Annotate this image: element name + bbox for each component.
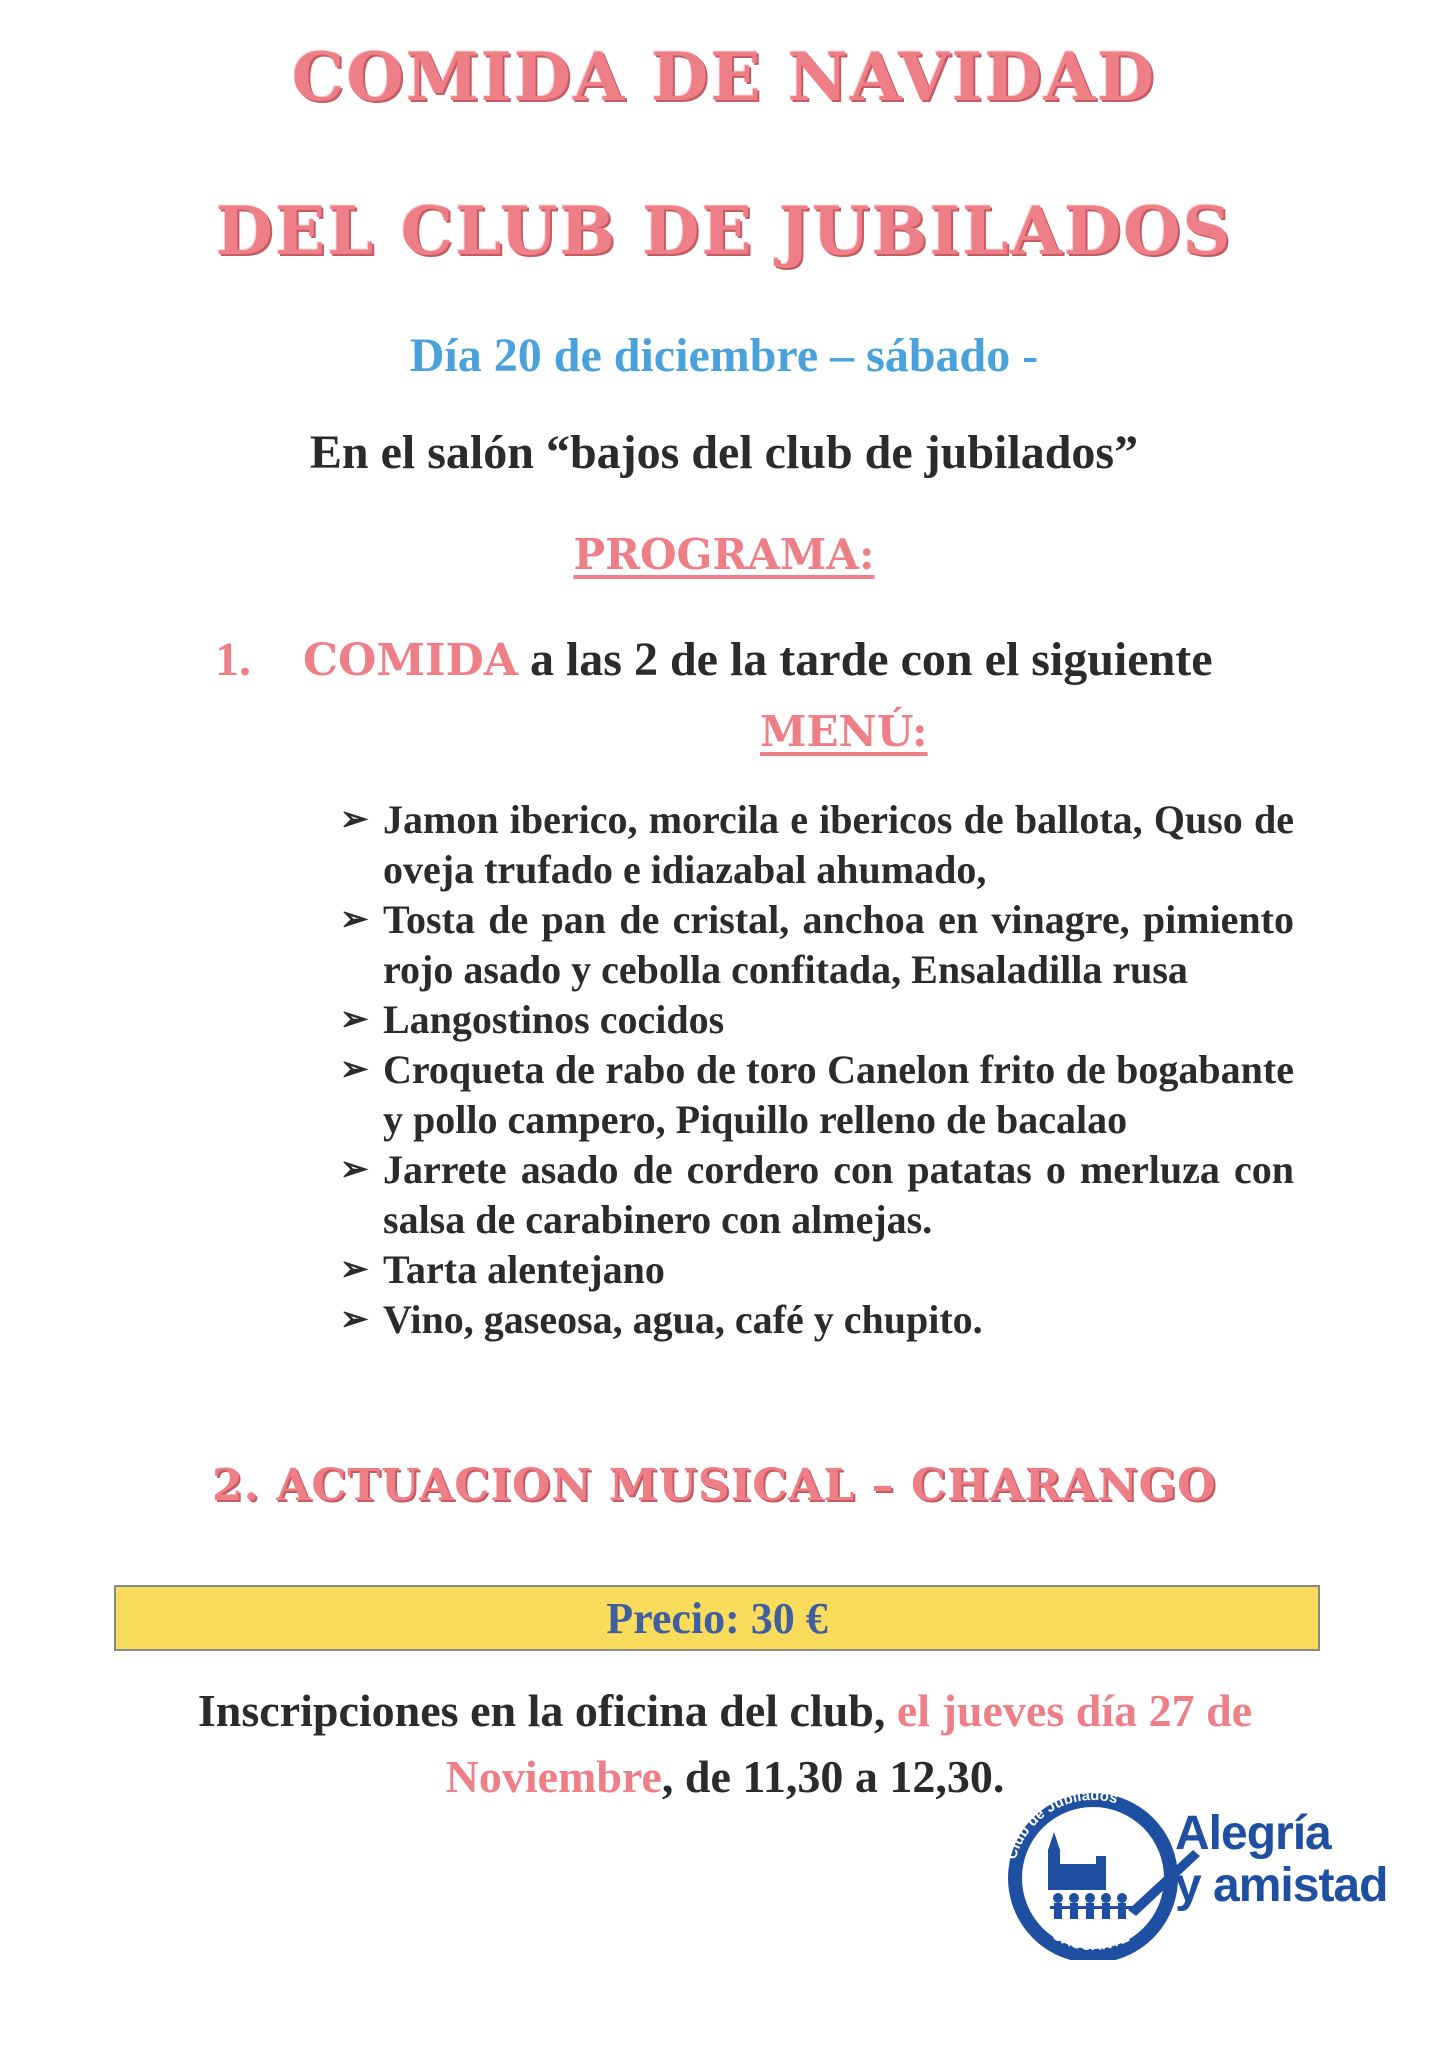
menu-item-text: Tarta alentejano xyxy=(383,1247,665,1292)
menu-item xyxy=(340,995,1294,1045)
program-item-1-number: 1. xyxy=(215,633,251,686)
arrow-bullet-icon: ➢ xyxy=(340,1151,369,1188)
program-item-2: 2. ACTUACION MUSICAL – CHARANGO xyxy=(212,1460,1217,1511)
price-box xyxy=(114,1585,1320,1651)
price-text: Precio: 30 € xyxy=(606,1593,828,1643)
arrow-bullet-icon: ➢ xyxy=(340,801,369,838)
program-item-1-text: a las 2 de la tarde con el siguiente xyxy=(529,633,1213,686)
menu-item-text: Vino, gaseosa, agua, café y chupito. xyxy=(383,1297,983,1342)
event-venue: En el salón “bajos del club de jubilados” xyxy=(309,426,1139,479)
menu-list xyxy=(340,795,1294,1345)
registration-text-1: Inscripciones en la oficina del club, xyxy=(197,1685,886,1736)
arrow-bullet-icon: ➢ xyxy=(340,1051,369,1088)
logo-tagline-line-2: y amistad xyxy=(1175,1859,1388,1912)
menu-item xyxy=(340,1045,1294,1145)
logo-tagline-line-1: Alegría xyxy=(1175,1807,1331,1860)
program-heading: PROGRAMA: xyxy=(573,530,875,579)
menu-item xyxy=(340,895,1294,995)
registration-text-2: , de 11,30 a 12,30. xyxy=(661,1751,1005,1802)
menu-item xyxy=(340,1245,1294,1295)
logo-ring-bottom-path: CASCANTE xyxy=(1048,1926,1133,1955)
arrow-bullet-icon: ➢ xyxy=(340,1001,369,1038)
menu-item-text: Jamon iberico, morcila e ibericos de ballota, Quso de oveja trufado e idiazabal ahumado, xyxy=(383,797,1294,892)
menu-item xyxy=(340,795,1294,895)
arrow-bullet-icon: ➢ xyxy=(340,1251,369,1288)
title-line-2: DEL CLUB DE JUBILADOS xyxy=(215,192,1233,270)
program-item-1-keyword: COMIDA xyxy=(303,635,518,686)
registration-date: el jueves día 27 de Noviembre xyxy=(445,1685,1253,1802)
menu-heading: MENÚ: xyxy=(760,707,928,756)
title-line-1: COMIDA DE NAVIDAD xyxy=(291,38,1157,116)
menu-item-text: Tosta de pan de cristal, anchoa en vinagre, pimiento rojo asado y cebolla confitada, Ensaladilla rusa xyxy=(383,897,1294,992)
menu-item-text: Croqueta de rabo de toro Canelon frito de bogabante y pollo campero, Piquillo relleno de bacalao xyxy=(383,1047,1294,1142)
logo-ring-top-path: Club de Jubilados xyxy=(1002,1786,1120,1862)
menu-item xyxy=(340,1145,1294,1245)
program-item-1 xyxy=(215,632,1295,687)
arrow-bullet-icon: ➢ xyxy=(340,1301,369,1338)
menu-item-text: Jarrete asado de cordero con patatas o merluza con salsa de carabinero con almejas. xyxy=(383,1147,1294,1242)
menu-item-text: Langostinos cocidos xyxy=(383,997,725,1042)
logo-tagline xyxy=(1175,1808,1387,1912)
event-date: Día 20 de diciembre – sábado - xyxy=(409,329,1039,382)
menu-item xyxy=(340,1295,1294,1345)
arrow-bullet-icon: ➢ xyxy=(340,901,369,938)
